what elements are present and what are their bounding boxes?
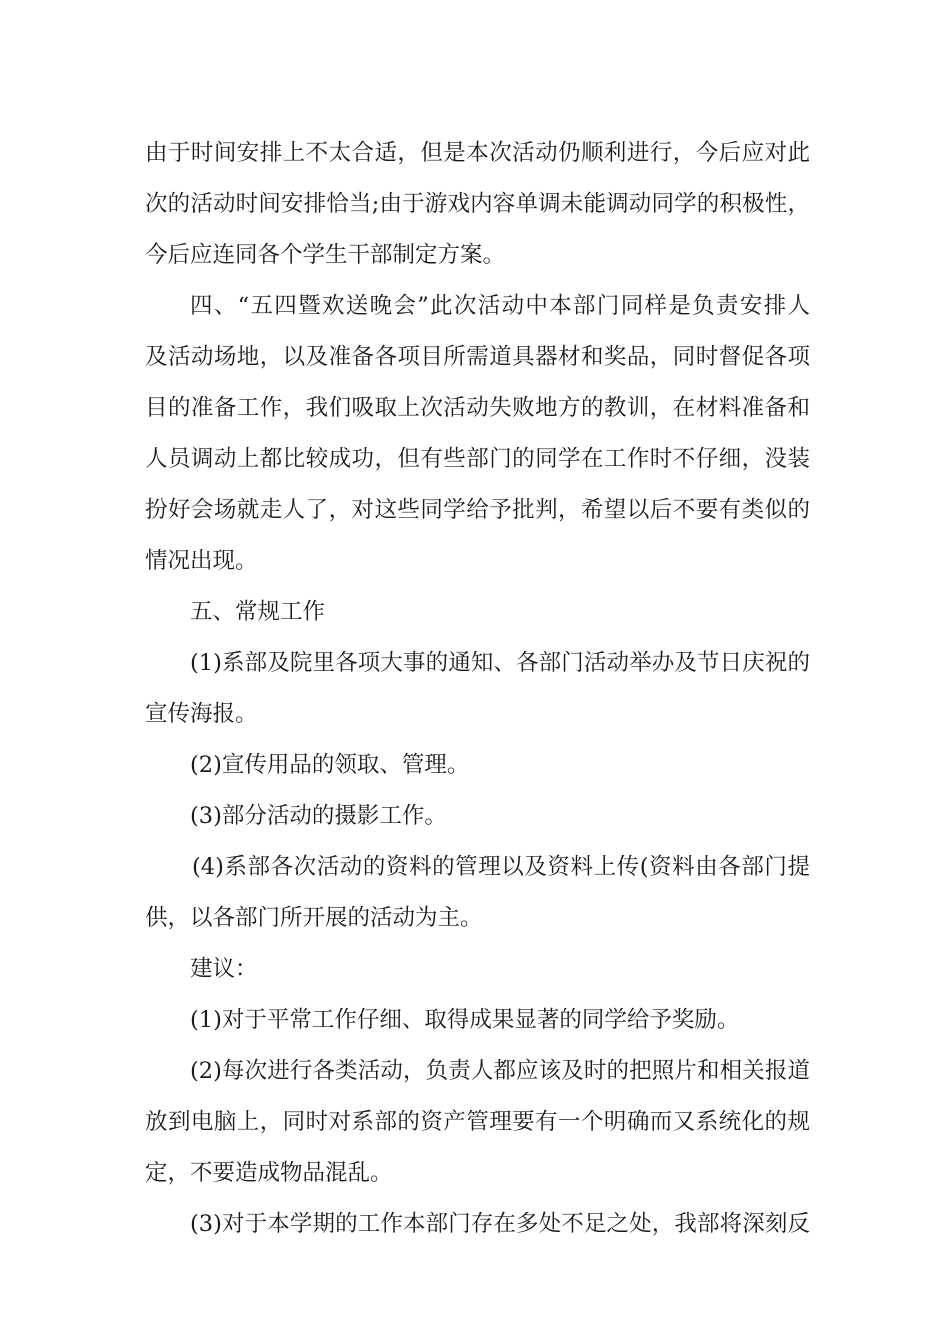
text-line: 人员调动上都比较成功，但有些部门的同学在工作时不仔细，没装	[145, 446, 810, 472]
text-line: 情况出现。	[145, 548, 258, 574]
text-line: 目的准备工作，我们吸取上次活动失败地方的教训，在材料准备和	[145, 395, 810, 421]
list-item: (3)对于本学期的工作本部门存在多处不足之处，我部将深刻反	[190, 1211, 810, 1237]
text-line: 放到电脑上，同时对系部的资产管理要有一个明确而又系统化的规	[145, 1109, 810, 1135]
text-line: 定，不要造成物品混乱。	[145, 1160, 393, 1186]
list-item: (1)对于平常工作仔细、取得成果显著的同学给予奖励。	[190, 1007, 740, 1033]
list-item: (2)宣传用品的领取、管理。	[190, 752, 470, 778]
text-line: 扮好会场就走人了，对这些同学给予批判，希望以后不要有类似的	[145, 497, 810, 523]
text-line: 供，以各部门所开展的活动为主。	[145, 905, 483, 931]
text-line: 宣传海报。	[145, 701, 258, 727]
list-item: (2)每次进行各类活动，负责人都应该及时的把照片和相关报道	[190, 1058, 810, 1084]
section-heading: 五、常规工作	[190, 599, 326, 625]
list-item: (3)部分活动的摄影工作。	[190, 803, 447, 829]
list-item: (1)系部及院里各项大事的通知、各部门活动举办及节日庆祝的	[190, 650, 810, 676]
text-line: 由于时间安排上不太合适，但是本次活动仍顺利进行，今后应对此	[145, 140, 810, 166]
document-body	[145, 128, 810, 1250]
text-line: 今后应连同各个学生干部制定方案。	[145, 242, 506, 268]
text-line: 四、“五四暨欢送晚会”此次活动中本部门同样是负责安排人	[190, 293, 810, 319]
section-heading: 建议：	[190, 956, 258, 982]
list-item: (4)系部各次活动的资料的管理以及资料上传(资料由各部门提	[192, 854, 810, 880]
text-line: 次的活动时间安排恰当;由于游戏内容单调未能调动同学的积极性，	[145, 191, 810, 217]
text-line: 及活动场地，以及准备各项目所需道具器材和奖品，同时督促各项	[145, 344, 810, 370]
